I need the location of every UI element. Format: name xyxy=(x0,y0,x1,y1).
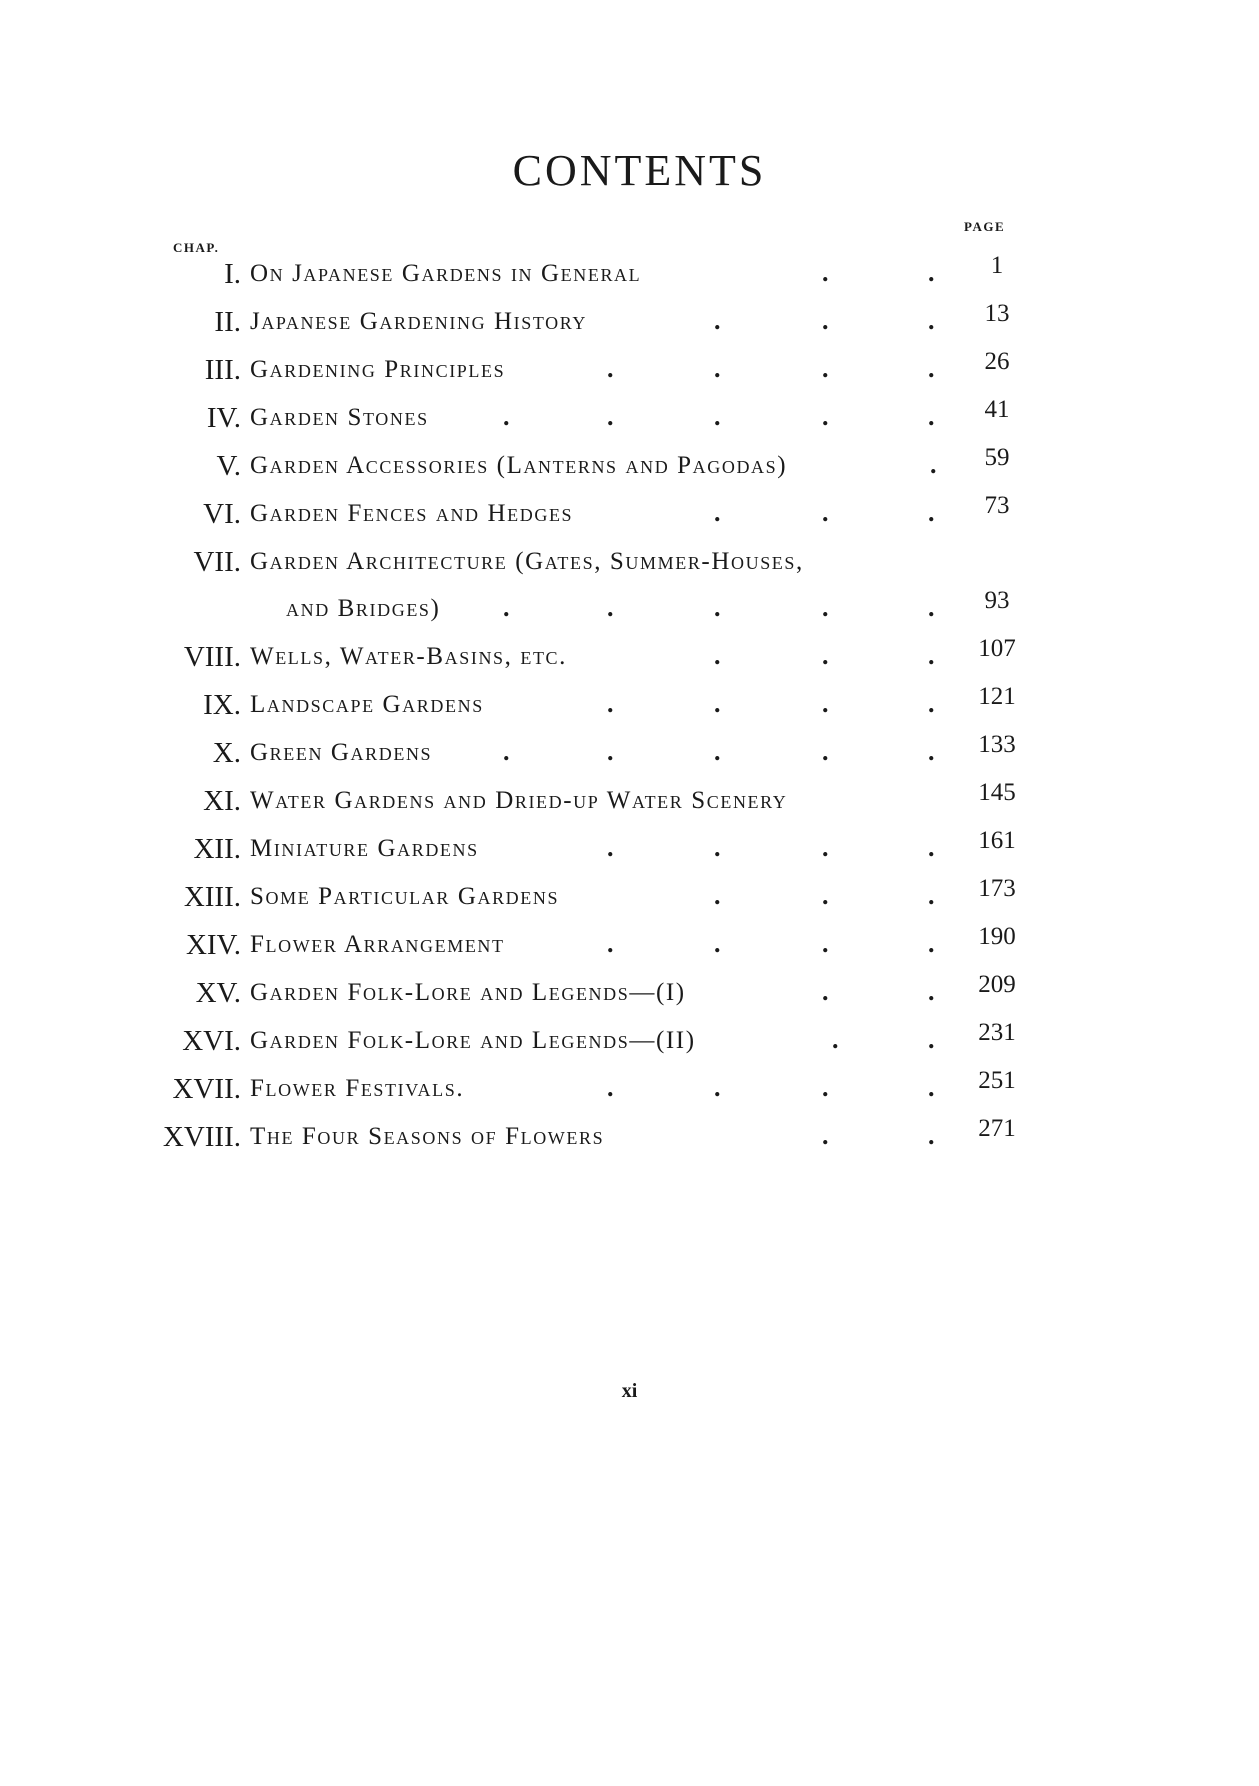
page-number: 231 xyxy=(978,1019,1016,1046)
leader-dot: . xyxy=(503,737,510,766)
leader-dot: . xyxy=(928,1025,935,1054)
chapter-title: Landscape Gardens xyxy=(250,691,484,718)
leader-dot: . xyxy=(607,354,614,383)
toc-entry xyxy=(0,635,1259,681)
chapter-number: I. xyxy=(224,258,241,290)
leader-dot: . xyxy=(607,689,614,718)
page-number: 41 xyxy=(984,396,1010,423)
chapter-title: The Four Seasons of Flowers xyxy=(250,1123,605,1150)
page-number: 121 xyxy=(978,683,1016,710)
page-number: 1 xyxy=(990,252,1004,279)
chapter-number: III. xyxy=(204,354,241,386)
chapter-number: VII. xyxy=(193,546,241,578)
leader-dot: . xyxy=(822,833,829,862)
chapter-title: Wells, Water-Basins, etc. xyxy=(250,643,567,670)
leader-dot: . xyxy=(714,498,721,527)
leader-dot: . xyxy=(714,881,721,910)
toc-entry xyxy=(0,731,1259,777)
toc-entry xyxy=(0,779,1259,825)
leader-dot: . xyxy=(928,402,935,431)
chapter-number: XIV. xyxy=(185,929,241,961)
chapter-title: Garden Architecture (Gates, Summer-Houses, xyxy=(250,548,804,575)
chapter-title: On Japanese Gardens in General xyxy=(250,260,642,287)
toc-entry xyxy=(0,1115,1259,1161)
leader-dot: . xyxy=(928,737,935,766)
leader-dot: . xyxy=(822,498,829,527)
leader-dot: . xyxy=(822,306,829,335)
page-number: 161 xyxy=(978,827,1016,854)
leader-dot: . xyxy=(928,881,935,910)
chapter-number: X. xyxy=(212,737,241,769)
toc-entry xyxy=(0,683,1259,729)
page-number: 13 xyxy=(984,300,1010,327)
toc-entry xyxy=(0,1067,1259,1113)
chapter-number: VI. xyxy=(203,498,241,530)
page-number: 209 xyxy=(978,971,1016,998)
toc-entry xyxy=(0,875,1259,921)
leader-dot: . xyxy=(928,306,935,335)
leader-dot: . xyxy=(714,689,721,718)
chapter-title: Garden Stones xyxy=(250,404,429,431)
leader-dot: . xyxy=(607,1073,614,1102)
leader-dot: . xyxy=(607,737,614,766)
leader-dot: . xyxy=(928,258,935,287)
page-number: 271 xyxy=(978,1115,1016,1142)
leader-dot: . xyxy=(822,354,829,383)
leader-dot: . xyxy=(928,641,935,670)
leader-dot: . xyxy=(930,450,937,479)
page-number: 107 xyxy=(978,635,1016,662)
leader-dot: . xyxy=(822,1073,829,1102)
leader-dot: . xyxy=(822,1121,829,1150)
chapter-number: II. xyxy=(214,306,241,338)
toc-entry xyxy=(0,348,1259,394)
leader-dot: . xyxy=(503,593,510,622)
chapter-column-label: CHAP. xyxy=(173,240,220,255)
leader-dot: . xyxy=(822,689,829,718)
leader-dot: . xyxy=(822,881,829,910)
leader-dot: . xyxy=(503,402,510,431)
chapter-title: Green Gardens xyxy=(250,739,433,766)
chapter-number: XVIII. xyxy=(162,1121,241,1153)
chapter-title-continuation: and Bridges) xyxy=(286,595,441,622)
chapter-title: Garden Folk-Lore and Legends—(II) xyxy=(250,1027,696,1054)
chapter-title: Water Gardens and Dried-up Water Scenery xyxy=(250,787,788,814)
chapter-title: Some Particular Gardens xyxy=(250,883,560,910)
chapter-title: Garden Fences and Hedges xyxy=(250,500,574,527)
page-number: 93 xyxy=(984,587,1010,614)
chapter-title: Miniature Gardens xyxy=(250,835,479,862)
leader-dot: . xyxy=(822,258,829,287)
leader-dot: . xyxy=(714,1073,721,1102)
leader-dot: . xyxy=(714,929,721,958)
chapter-title: Gardening Principles xyxy=(250,356,506,383)
toc-entry xyxy=(0,444,1259,490)
leader-dot: . xyxy=(928,833,935,862)
leader-dot: . xyxy=(928,1073,935,1102)
page-number: 173 xyxy=(978,875,1016,902)
chapter-number: XI. xyxy=(203,785,241,817)
leader-dot: . xyxy=(714,641,721,670)
page-column-label: PAGE xyxy=(964,219,1006,234)
chapter-number: XVII. xyxy=(172,1073,241,1105)
leader-dot: . xyxy=(822,641,829,670)
leader-dot: . xyxy=(928,1121,935,1150)
toc-entry xyxy=(0,971,1259,1017)
leader-dot: . xyxy=(714,306,721,335)
chapter-number: XII. xyxy=(193,833,241,865)
toc-entry xyxy=(0,1019,1259,1065)
toc-entry xyxy=(0,923,1259,969)
leader-dot: . xyxy=(822,402,829,431)
chapter-number: IV. xyxy=(206,402,241,434)
leader-dot: . xyxy=(928,354,935,383)
leader-dot: . xyxy=(822,593,829,622)
leader-dot: . xyxy=(928,593,935,622)
leader-dot: . xyxy=(607,833,614,862)
chapter-title: Japanese Gardening History xyxy=(250,308,587,335)
page-number: 59 xyxy=(984,444,1010,471)
leader-dot: . xyxy=(822,929,829,958)
toc-entry xyxy=(0,546,1259,586)
chapter-number: XV. xyxy=(195,977,241,1009)
chapter-number: XIII. xyxy=(183,881,241,913)
toc-entry xyxy=(0,396,1259,442)
page-number: 251 xyxy=(978,1067,1016,1094)
toc-entry xyxy=(0,827,1259,873)
leader-dot: . xyxy=(714,593,721,622)
toc-entry xyxy=(0,492,1259,538)
page-number: 73 xyxy=(984,492,1010,519)
leader-dot: . xyxy=(928,498,935,527)
leader-dot: . xyxy=(714,402,721,431)
leader-dot: . xyxy=(714,833,721,862)
leader-dot: . xyxy=(714,737,721,766)
leader-dot: . xyxy=(607,929,614,958)
page-title: CONTENTS xyxy=(512,146,767,195)
page-folio: xi xyxy=(621,1380,638,1402)
chapter-title: Flower Arrangement xyxy=(250,931,505,958)
chapter-title: Garden Folk-Lore and Legends—(I) xyxy=(250,979,686,1006)
leader-dot: . xyxy=(928,689,935,718)
page-number: 26 xyxy=(984,348,1010,375)
leader-dot: . xyxy=(822,737,829,766)
leader-dot: . xyxy=(928,977,935,1006)
page-number: 145 xyxy=(978,779,1016,806)
toc-entry xyxy=(0,252,1259,298)
page-number: 190 xyxy=(978,923,1016,950)
leader-dot: . xyxy=(607,593,614,622)
leader-dot: . xyxy=(822,977,829,1006)
chapter-number: XVI. xyxy=(182,1025,241,1057)
chapter-number: V. xyxy=(216,450,241,482)
leader-dot: . xyxy=(607,402,614,431)
chapter-title: Flower Festivals. xyxy=(250,1075,465,1102)
leader-dot: . xyxy=(928,929,935,958)
chapter-number: VIII. xyxy=(183,641,241,673)
chapter-number: IX. xyxy=(203,689,241,721)
chapter-title: Garden Accessories (Lanterns and Pagodas) xyxy=(250,452,788,479)
toc-entry-continuation xyxy=(0,587,1259,633)
toc-entry xyxy=(0,300,1259,346)
leader-dot: . xyxy=(832,1025,839,1054)
leader-dot: . xyxy=(714,354,721,383)
page-number: 133 xyxy=(978,731,1016,758)
